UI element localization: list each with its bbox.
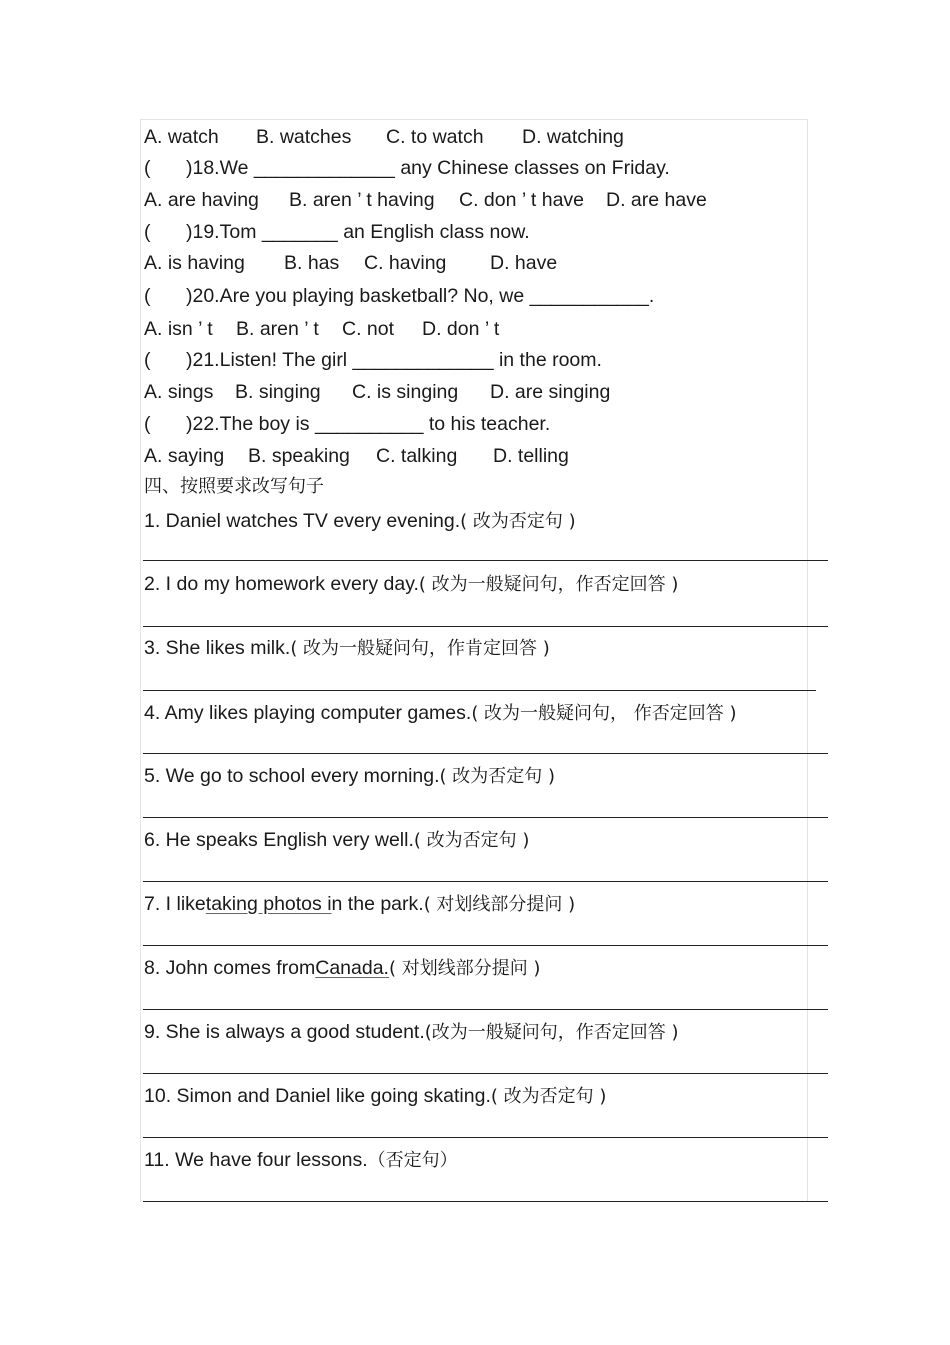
sentence: 6. He speaks English very well. [144, 829, 414, 851]
option-b: B. has [284, 252, 340, 274]
option-d: D. telling [493, 445, 569, 467]
answer-line [143, 690, 816, 691]
question-19 [144, 220, 530, 244]
answer-line [143, 560, 828, 561]
answer-line [143, 817, 828, 818]
answer-paren: ( [144, 285, 151, 307]
option-b: B. singing [235, 381, 321, 403]
options-21 [144, 380, 610, 404]
option-a: A. isn ’ t [144, 318, 213, 340]
option-d: D. are singing [490, 381, 611, 403]
sentence: 2. I do my homework every day. [144, 573, 419, 595]
option-d: D. are have [606, 189, 707, 211]
answer-line [143, 1073, 828, 1074]
option-a: A. watch [144, 126, 219, 148]
answer-line [143, 945, 828, 946]
instruction: ( 改为否定句 ) [413, 830, 530, 851]
answer-paren: ( [144, 221, 151, 243]
option-c: C. talking [376, 445, 458, 467]
option-b: B. watches [256, 126, 352, 148]
options-19 [144, 251, 557, 275]
answer-line [143, 753, 828, 754]
options-20 [144, 317, 499, 341]
instruction: ( 对划线部分提问 ) [388, 958, 541, 979]
question-text: )19.Tom _______ an English class now. [186, 221, 530, 243]
rewrite-item-8 [144, 956, 540, 981]
option-a: A. sings [144, 381, 214, 403]
sentence: 11. We have four lessons. [144, 1149, 368, 1171]
rewrite-item-6 [144, 828, 529, 853]
sentence-end: n the park. [331, 893, 424, 915]
sentence: 1. Daniel watches TV every evening. [144, 510, 461, 532]
instruction: （否定句） [367, 1150, 458, 1171]
sentence: 3. She likes milk. [144, 637, 291, 659]
rewrite-item-3 [144, 636, 550, 661]
instruction: ( 改为一般疑问句，作否定回答 ) [418, 574, 679, 595]
rewrite-item-11 [144, 1148, 458, 1173]
rewrite-item-10 [144, 1084, 606, 1109]
option-a: A. saying [144, 445, 225, 467]
question-22 [144, 412, 550, 436]
option-d: D. don ’ t [422, 318, 500, 340]
option-b: B. aren ’ t having [289, 189, 435, 211]
option-b: B. speaking [248, 445, 350, 467]
sentence: 7. I like [144, 893, 206, 915]
question-text: )22.The boy is __________ to his teacher. [186, 413, 551, 435]
rewrite-item-7 [144, 892, 575, 917]
answer-line [143, 626, 828, 627]
answer-line [143, 1137, 828, 1138]
option-c: C. to watch [386, 126, 484, 148]
rewrite-item-1 [144, 509, 576, 534]
question-21 [144, 348, 602, 372]
instruction: ( 改为一般疑问句，作肯定回答 ) [290, 638, 550, 659]
option-d: D. have [490, 252, 558, 274]
answer-line [143, 881, 828, 882]
question-text: )18.We _____________ any Chinese classes on Friday. [186, 157, 670, 179]
option-a: A. is having [144, 252, 245, 274]
sentence: 9. She is always a good student. [144, 1021, 425, 1043]
answer-paren: ( [144, 157, 151, 179]
question-20 [144, 284, 654, 308]
answer-paren: ( [144, 413, 151, 435]
instruction: ( 改为否定句 ) [490, 1086, 607, 1107]
answer-paren: ( [144, 349, 151, 371]
underlined-part: taking photos i [205, 893, 332, 915]
instruction: ( 改为一般疑问句， 作否定回答 ) [471, 703, 737, 724]
sentence: 8. John comes from [144, 957, 316, 979]
rewrite-item-2 [144, 572, 678, 597]
option-c: C. not [342, 318, 395, 340]
answer-line [143, 1009, 828, 1010]
sentence: 5. We go to school every morning. [144, 765, 440, 787]
option-b: B. aren ’ t [236, 318, 319, 340]
options-18 [144, 188, 707, 212]
rewrite-item-4 [144, 701, 737, 726]
instruction: ( 改为否定句 ) [439, 766, 556, 787]
question-text: )21.Listen! The girl _____________ in the room. [186, 349, 602, 371]
option-d: D. watching [522, 126, 624, 148]
option-a: A. are having [144, 189, 259, 211]
option-c: C. is singing [352, 381, 459, 403]
options-22 [144, 444, 569, 468]
underlined-part: Canada. [315, 957, 389, 979]
answer-line [143, 1201, 828, 1202]
section-title: 四、按照要求改写句子 [144, 476, 324, 497]
options-17 [144, 125, 624, 149]
question-18 [144, 156, 670, 180]
question-text: )20.Are you playing basketball? No, we ___________. [186, 285, 655, 307]
sentence: 4. Amy likes playing computer games. [144, 702, 472, 724]
instruction: ( 对划线部分提问 ) [423, 894, 576, 915]
option-c: C. having [364, 252, 447, 274]
rewrite-item-9 [144, 1020, 679, 1045]
sentence: 10. Simon and Daniel like going skating. [144, 1085, 491, 1107]
instruction: ( 改为否定句 ) [460, 511, 576, 532]
instruction: (改为一般疑问句，作否定回答 ) [424, 1022, 679, 1043]
rewrite-item-5 [144, 764, 555, 789]
option-c: C. don ’ t have [459, 189, 585, 211]
